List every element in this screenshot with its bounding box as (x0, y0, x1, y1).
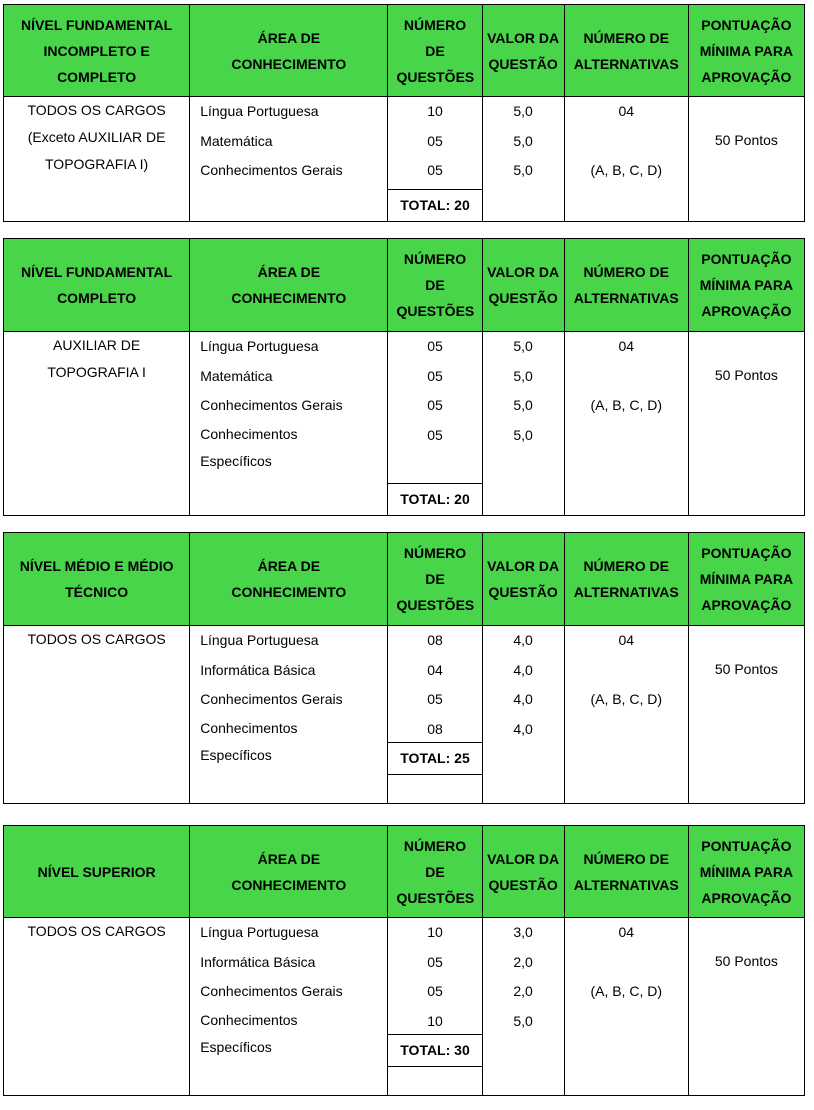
area-cell (190, 332, 388, 516)
table-row (4, 918, 805, 1096)
cargo-line: TOPOGRAFIA I (47, 364, 146, 380)
numero-value: 10 (427, 924, 443, 940)
area-item: Língua Portuguesa (200, 103, 319, 119)
cargo-cell (4, 626, 190, 804)
pontuacao-cell: 50 Pontos (688, 332, 804, 516)
numero-cell (388, 918, 482, 1096)
numero-cell (388, 97, 482, 222)
area-cell (190, 626, 388, 804)
pontuacao-cell: 50 Pontos (688, 626, 804, 804)
exam-table-superior (3, 825, 805, 1096)
pontuacao-cell: 50 Pontos (688, 97, 804, 222)
alternativas-count: 04 (618, 924, 635, 940)
valor-cell (482, 97, 564, 222)
numero-cell (388, 626, 482, 804)
valor-value: 5,0 (513, 1012, 533, 1029)
exam-table-medio (3, 532, 805, 804)
table-header-row (4, 239, 805, 332)
total-questoes: TOTAL: 25 (387, 742, 482, 775)
cargo-line: TODOS OS CARGOS (27, 923, 166, 939)
header-valor: VALOR DA QUESTÃO (482, 533, 564, 626)
alternativas-count: 04 (618, 103, 635, 119)
valor-value: 2,0 (513, 953, 533, 970)
numero-value: 05 (427, 162, 443, 178)
valor-value: 4,0 (513, 661, 533, 678)
numero-value: 08 (427, 720, 443, 737)
alternativas-cell (564, 97, 688, 222)
total-questoes: TOTAL: 20 (387, 189, 482, 222)
header-numero: NÚMERO DE QUESTÕES (388, 533, 482, 626)
alternativas-count: 04 (618, 338, 635, 354)
valor-value: 5,0 (513, 103, 533, 119)
numero-value: 04 (427, 661, 443, 678)
alternativas-count: 04 (618, 632, 635, 648)
valor-value: 5,0 (513, 132, 533, 149)
area-item: Informática Básica (200, 661, 316, 678)
cargo-cell (4, 918, 190, 1096)
valor-cell (482, 918, 564, 1096)
valor-cell (482, 332, 564, 516)
header-area: ÁREA DE CONHECIMENTO (190, 5, 388, 97)
header-nivel: NÍVEL FUNDAMENTAL COMPLETO (4, 239, 190, 332)
cargo-line: (Exceto AUXILIAR DE (27, 129, 166, 145)
area-item: Matemática (200, 132, 273, 149)
alternativas-cell (564, 332, 688, 516)
header-nivel: NÍVEL MÉDIO E MÉDIO TÉCNICO (4, 533, 190, 626)
exam-table-fundamental-completo (3, 238, 805, 516)
header-numero: NÚMERO DE QUESTÕES (388, 5, 482, 97)
header-alternativas: NÚMERO DE ALTERNATIVAS (564, 826, 688, 918)
cargo-cell (4, 332, 190, 516)
area-item: Língua Portuguesa (200, 924, 319, 940)
header-numero: NÚMERO DE QUESTÕES (388, 826, 482, 918)
area-item: Língua Portuguesa (200, 338, 319, 354)
numero-value: 05 (427, 983, 443, 999)
area-item: Conhecimentos Gerais (200, 691, 343, 707)
header-area: ÁREA DE CONHECIMENTO (190, 826, 388, 918)
header-numero: NÚMERO DE QUESTÕES (388, 239, 482, 332)
area-cell (190, 97, 388, 222)
valor-cell (482, 626, 564, 804)
valor-value: 5,0 (513, 367, 533, 384)
valor-value: 5,0 (513, 338, 533, 354)
area-item: Língua Portuguesa (200, 632, 319, 648)
cargo-line: TODOS OS CARGOS (27, 631, 166, 647)
numero-value: 05 (427, 367, 443, 384)
area-item: Conhecimentos Específicos (200, 425, 298, 469)
valor-value: 5,0 (513, 426, 533, 443)
numero-value: 05 (427, 953, 443, 970)
cargo-line: AUXILIAR DE (53, 337, 141, 353)
area-item: Conhecimentos Específicos (200, 1011, 298, 1055)
numero-value: 05 (427, 397, 443, 413)
area-item: Conhecimentos Gerais (200, 162, 343, 178)
header-nivel: NÍVEL FUNDAMENTAL INCOMPLETO E COMPLETO (4, 5, 190, 97)
alternativas-letters: (A, B, C, D) (590, 162, 662, 178)
alternativas-cell (564, 626, 688, 804)
numero-cell (388, 332, 482, 516)
numero-value: 05 (427, 426, 443, 443)
header-pontuacao: PONTUAÇÃO MÍNIMA PARA APROVAÇÃO (688, 533, 804, 626)
valor-value: 4,0 (513, 632, 533, 648)
cargo-cell (4, 97, 190, 222)
header-alternativas: NÚMERO DE ALTERNATIVAS (564, 239, 688, 332)
numero-value: 10 (427, 1012, 443, 1029)
area-item: Conhecimentos Gerais (200, 983, 343, 999)
alternativas-letters: (A, B, C, D) (590, 397, 662, 413)
valor-value: 4,0 (513, 691, 533, 707)
area-cell (190, 918, 388, 1096)
alternativas-letters: (A, B, C, D) (590, 691, 662, 707)
area-item: Informática Básica (200, 953, 316, 970)
area-item: Conhecimentos Gerais (200, 397, 343, 413)
valor-value: 5,0 (513, 162, 533, 178)
header-nivel: NÍVEL SUPERIOR (4, 826, 190, 918)
total-questoes: TOTAL: 30 (387, 1034, 482, 1067)
header-alternativas: NÚMERO DE ALTERNATIVAS (564, 5, 688, 97)
pontuacao-cell: 50 Pontos (688, 918, 804, 1096)
numero-value: 08 (427, 632, 443, 648)
header-valor: VALOR DA QUESTÃO (482, 239, 564, 332)
numero-value: 05 (427, 132, 443, 149)
area-item: Matemática (200, 367, 273, 384)
exam-table-fundamental-incompleto (3, 4, 805, 222)
total-questoes: TOTAL: 20 (387, 483, 482, 516)
header-area: ÁREA DE CONHECIMENTO (190, 533, 388, 626)
table-row (4, 97, 805, 222)
valor-value: 5,0 (513, 397, 533, 413)
table-header-row (4, 826, 805, 918)
alternativas-letters: (A, B, C, D) (590, 983, 662, 999)
valor-value: 3,0 (513, 924, 533, 940)
table-header-row (4, 533, 805, 626)
cargo-line: TOPOGRAFIA I) (45, 156, 149, 172)
header-pontuacao: PONTUAÇÃO MÍNIMA PARA APROVAÇÃO (688, 239, 804, 332)
valor-value: 4,0 (513, 720, 533, 737)
table-row (4, 626, 805, 804)
cargo-line: TODOS OS CARGOS (27, 102, 166, 118)
numero-value: 05 (427, 691, 443, 707)
header-area: ÁREA DE CONHECIMENTO (190, 239, 388, 332)
numero-value: 10 (427, 103, 443, 119)
header-alternativas: NÚMERO DE ALTERNATIVAS (564, 533, 688, 626)
header-valor: VALOR DA QUESTÃO (482, 5, 564, 97)
table-row (4, 332, 805, 516)
header-pontuacao: PONTUAÇÃO MÍNIMA PARA APROVAÇÃO (688, 5, 804, 97)
numero-value: 05 (427, 338, 443, 354)
header-valor: VALOR DA QUESTÃO (482, 826, 564, 918)
area-item: Conhecimentos Específicos (200, 719, 298, 763)
header-pontuacao: PONTUAÇÃO MÍNIMA PARA APROVAÇÃO (688, 826, 804, 918)
table-header-row (4, 5, 805, 97)
valor-value: 2,0 (513, 983, 533, 999)
alternativas-cell (564, 918, 688, 1096)
